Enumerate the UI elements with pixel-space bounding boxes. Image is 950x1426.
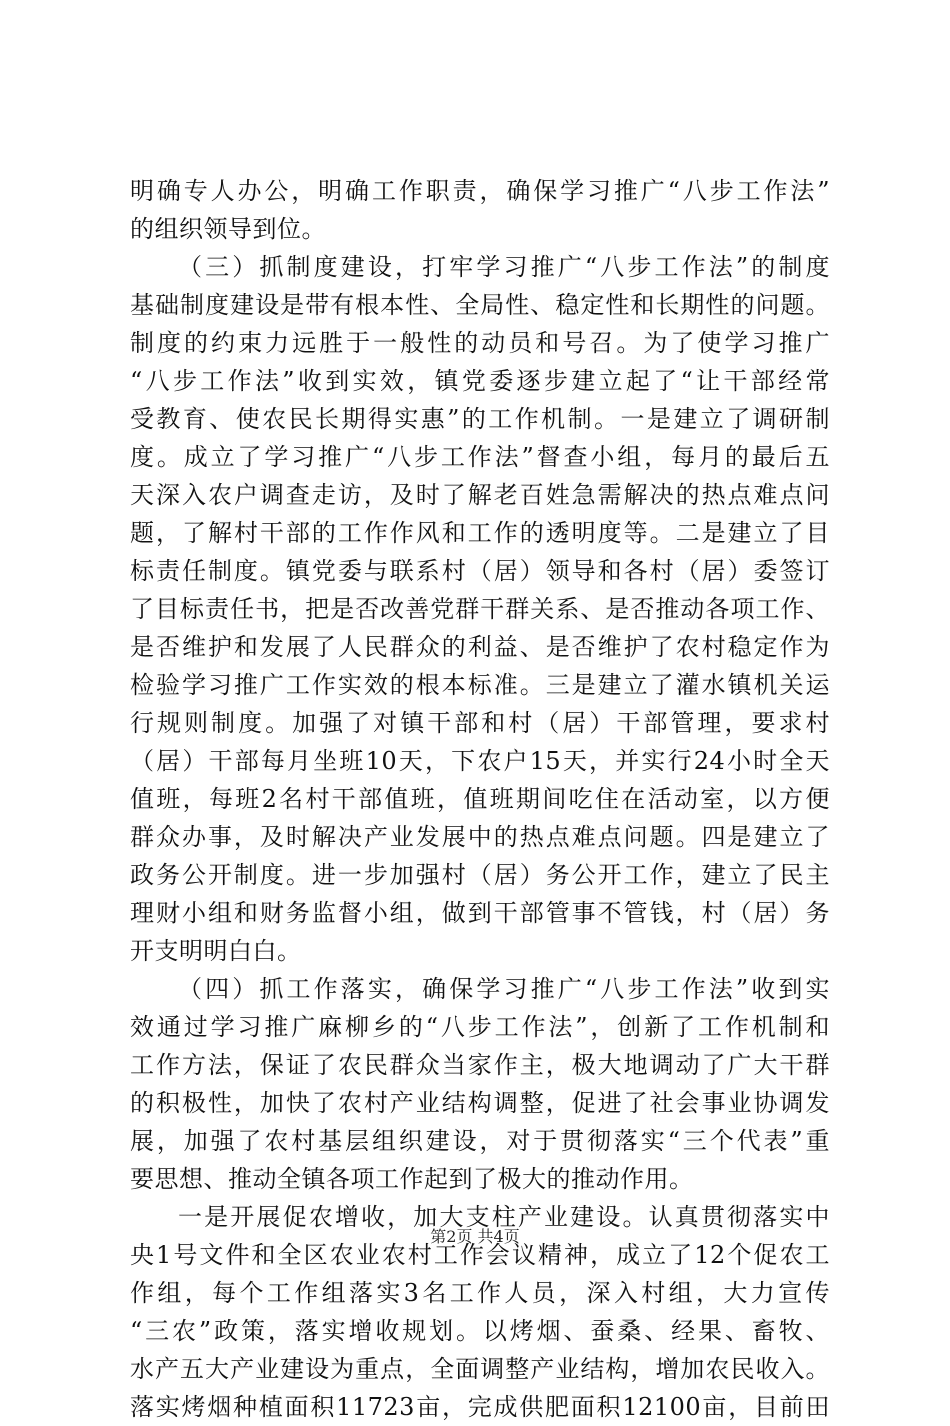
text-line: 天深入农户调查走访，及时了解老百姓急需解决的热点难点问 xyxy=(130,481,830,509)
text-line: 效通过学习推广麻柳乡的“八步工作法”，创新了工作机制和 xyxy=(130,1013,830,1041)
text-line: 题，了解村干部的工作作风和工作的透明度等。二是建立了目 xyxy=(130,519,830,547)
text-line: “三农”政策，落实增收规划。以烤烟、蚕桑、经果、畜牧、 xyxy=(130,1317,830,1345)
section-heading-line: （四）抓工作落实，确保学习推广“八步工作法”收到实 xyxy=(178,975,830,1003)
text-line: 值班，每班2名村干部值班，值班期间吃住在活动室，以方便 xyxy=(130,785,830,813)
text-line: 开支明明白白。 xyxy=(130,937,302,965)
text-line: 作组，每个工作组落实3名工作人员，深入村组，大力宣传 xyxy=(130,1279,830,1307)
text-line: 理财小组和财务监督小组，做到干部管事不管钱，村（居）务 xyxy=(130,899,830,927)
text-line: 要思想、推动全镇各项工作起到了极大的推动作用。 xyxy=(130,1165,694,1193)
text-line: 的积极性，加快了农村产业结构调整，促进了社会事业协调发 xyxy=(130,1089,830,1117)
text-line: 是否维护和发展了人民群众的利益、是否维护了农村稳定作为 xyxy=(130,633,830,661)
paragraph-start-line: 一是开展促农增收，加大支柱产业建设。认真贯彻落实中 xyxy=(178,1203,830,1231)
text-line: 明确专人办公，明确工作职责，确保学习推广“八步工作法” xyxy=(130,177,830,205)
page-footer: 第2页 共4页 xyxy=(430,1227,520,1246)
text-line: 度。成立了学习推广“八步工作法”督查小组，每月的最后五 xyxy=(130,443,830,471)
text-line: 行规则制度。加强了对镇干部和村（居）干部管理，要求村 xyxy=(130,709,830,737)
text-line: 标责任制度。镇党委与联系村（居）领导和各村（居）委签订 xyxy=(130,557,830,585)
text-line: 基础制度建设是带有根本性、全局性、稳定性和长期性的问题。 xyxy=(130,291,830,319)
text-line: 落实烤烟种植面积11723亩，完成供肥面积12100亩，目前田 xyxy=(130,1393,830,1421)
text-line: 展，加强了农村基层组织建设，对于贯彻落实“三个代表”重 xyxy=(130,1127,830,1155)
text-line: 检验学习推广工作实效的根本标准。三是建立了灌水镇机关运 xyxy=(130,671,830,699)
section-heading-line: （三）抓制度建设，打牢学习推广“八步工作法”的制度 xyxy=(178,253,830,281)
text-line: （居）干部每月坐班10天，下农户15天，并实行24小时全天 xyxy=(130,747,830,775)
text-line: 制度的约束力远胜于一般性的动员和号召。为了使学习推广 xyxy=(130,329,830,357)
text-line: 水产五大产业建设为重点，全面调整产业结构，增加农民收入。 xyxy=(130,1355,830,1383)
text-line: 受教育、使农民长期得实惠”的工作机制。一是建立了调研制 xyxy=(130,405,830,433)
text-line: 央1号文件和全区农业农村工作会议精神，成立了12个促农工 xyxy=(130,1241,830,1269)
text-line: 工作方法，保证了农民群众当家作主，极大地调动了广大干群 xyxy=(130,1051,830,1079)
text-line: 政务公开制度。进一步加强村（居）务公开工作，建立了民主 xyxy=(130,861,830,889)
text-line: 了目标责任书，把是否改善党群干群关系、是否推动各项工作、 xyxy=(130,595,830,623)
text-line: “八步工作法”收到实效，镇党委逐步建立起了“让干部经常 xyxy=(130,367,830,395)
text-line: 的组织领导到位。 xyxy=(130,215,326,243)
text-line: 群众办事，及时解决产业发展中的热点难点问题。四是建立了 xyxy=(130,823,830,851)
